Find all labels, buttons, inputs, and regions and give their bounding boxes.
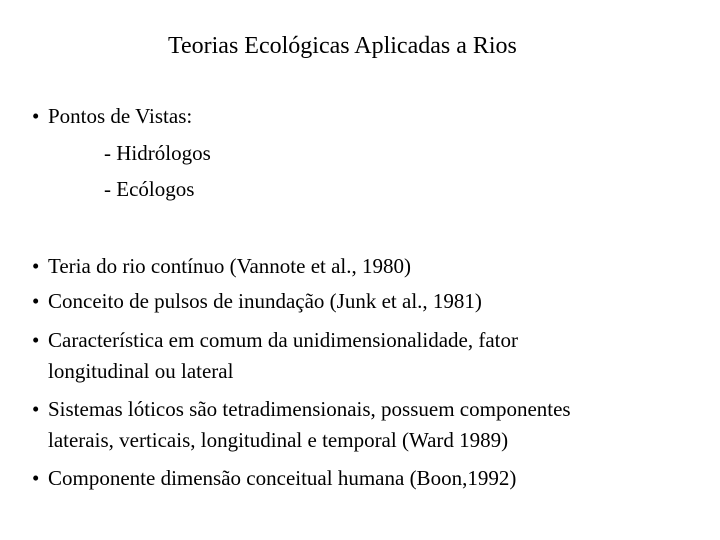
slide-title: Teorias Ecológicas Aplicadas a Rios — [168, 33, 517, 59]
bullet-item-flood-pulse — [32, 286, 482, 317]
bullet-text-line-2: longitudinal ou lateral — [48, 359, 234, 383]
bullet-marker: • — [32, 254, 40, 278]
bullet-item-river-continuum — [32, 251, 411, 282]
bullet-marker: • — [32, 104, 40, 128]
bullet-item-lotic-systems — [32, 394, 571, 425]
bullet-item-human-dimension — [32, 463, 516, 494]
bullet-item-points-of-view — [32, 101, 192, 132]
bullet-text-line-1: Sistemas lóticos são tetradimensionais, possuem componentes — [48, 397, 571, 421]
bullet-marker: • — [32, 289, 40, 313]
bullet-text-line-1: Característica em comum da unidimensionalidade, fator — [48, 328, 518, 352]
bullet-marker: • — [32, 328, 40, 352]
bullet-text: Pontos de Vistas: — [48, 104, 193, 128]
bullet-text: Componente dimensão conceitual humana (Boon,1992) — [48, 466, 517, 490]
sub-item-ecologists: - Ecólogos — [104, 177, 195, 201]
bullet-text: Conceito de pulsos de inundação (Junk et al., 1981) — [48, 289, 482, 313]
sub-item-hydrologists: - Hidrólogos — [104, 141, 211, 165]
bullet-item-unidimensionality — [32, 325, 518, 356]
bullet-marker: • — [32, 397, 40, 421]
bullet-text: Teria do rio contínuo (Vannote et al., 1980) — [48, 254, 412, 278]
bullet-marker: • — [32, 466, 40, 490]
bullet-text-line-2: laterais, verticais, longitudinal e temporal (Ward 1989) — [48, 428, 509, 452]
